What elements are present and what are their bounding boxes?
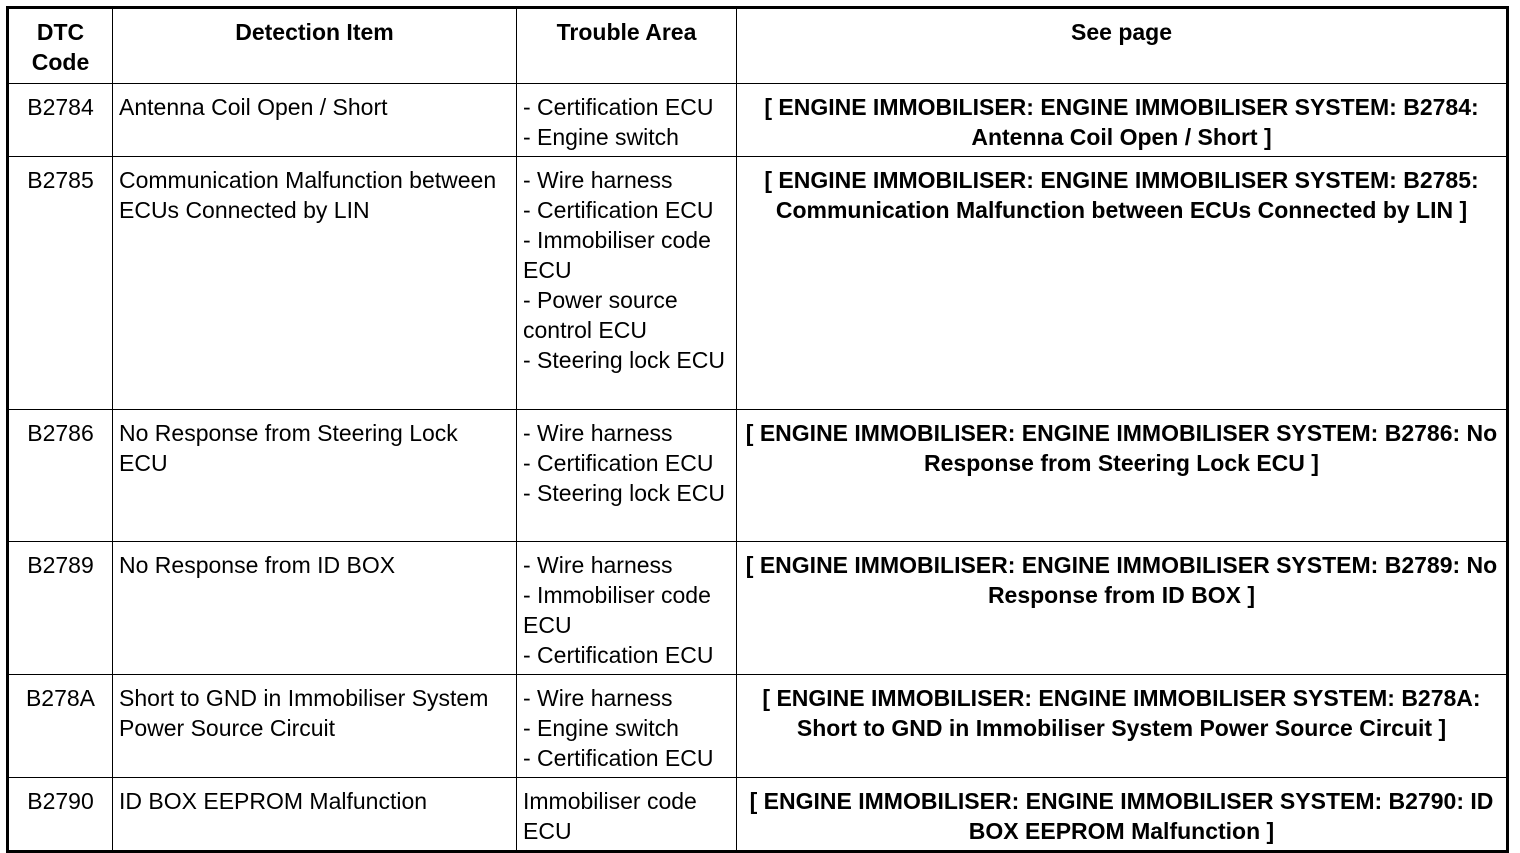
table-row: [8, 675, 1508, 778]
table-row: [8, 542, 1508, 675]
trouble-area-entry: - Certification ECU: [523, 94, 714, 120]
trouble-area-cell: [517, 542, 737, 675]
trouble-area-entry: - Wire harness: [523, 167, 673, 193]
see-page-link[interactable]: [ ENGINE IMMOBILISER: ENGINE IMMOBILISER SYSTEM: B2784: Antenna Coil Open / Short ]: [737, 84, 1508, 157]
trouble-area-entry: - Steering lock ECU: [523, 480, 725, 506]
dtc-code-cell: B2790: [8, 778, 113, 852]
trouble-area-entry: Immobiliser code ECU: [523, 788, 697, 844]
header-trouble-area: Trouble Area: [517, 8, 737, 84]
trouble-area-entry: - Engine switch: [523, 124, 679, 150]
trouble-area-entry: - Immobiliser code ECU: [523, 227, 711, 283]
trouble-area-entry: - Wire harness: [523, 420, 673, 446]
dtc-code-cell: B2784: [8, 84, 113, 157]
header-row: [8, 8, 1508, 84]
trouble-area-entry: - Steering lock ECU: [523, 347, 725, 373]
detection-item-cell: Communication Malfunction between ECUs Connected by LIN: [113, 157, 517, 410]
detection-item-cell: Antenna Coil Open / Short: [113, 84, 517, 157]
see-page-link[interactable]: [ ENGINE IMMOBILISER: ENGINE IMMOBILISER SYSTEM: B2789: No Response from ID BOX ]: [737, 542, 1508, 675]
see-page-link[interactable]: [ ENGINE IMMOBILISER: ENGINE IMMOBILISER SYSTEM: B278A: Short to GND in Immobiliser System Power Source Circuit ]: [737, 675, 1508, 778]
see-page-link[interactable]: [ ENGINE IMMOBILISER: ENGINE IMMOBILISER SYSTEM: B2790: ID BOX EEPROM Malfunction ]: [737, 778, 1508, 852]
trouble-area-cell: [517, 410, 737, 542]
detection-item-cell: Short to GND in Immobiliser System Power Source Circuit: [113, 675, 517, 778]
header-detection-item: Detection Item: [113, 8, 517, 84]
table-row: [8, 84, 1508, 157]
trouble-area-entry: - Certification ECU: [523, 745, 714, 771]
header-dtc-code: DTC Code: [8, 8, 113, 84]
dtc-code-cell: B2785: [8, 157, 113, 410]
trouble-area-entry: - Immobiliser code ECU: [523, 582, 711, 638]
trouble-area-entry: - Power source control ECU: [523, 287, 678, 343]
dtc-table: [6, 6, 1509, 853]
trouble-area-entry: - Wire harness: [523, 552, 673, 578]
dtc-code-cell: B2786: [8, 410, 113, 542]
table-row: [8, 157, 1508, 410]
dtc-code-cell: B2789: [8, 542, 113, 675]
header-see-page: See page: [737, 8, 1508, 84]
trouble-area-cell: [517, 778, 737, 852]
trouble-area-entry: - Certification ECU: [523, 197, 714, 223]
trouble-area-entry: - Certification ECU: [523, 450, 714, 476]
trouble-area-entry: - Engine switch: [523, 715, 679, 741]
detection-item-cell: No Response from ID BOX: [113, 542, 517, 675]
see-page-link[interactable]: [ ENGINE IMMOBILISER: ENGINE IMMOBILISER SYSTEM: B2785: Communication Malfunction between ECUs Connected by LIN ]: [737, 157, 1508, 410]
table-row: [8, 410, 1508, 542]
dtc-code-cell: B278A: [8, 675, 113, 778]
trouble-area-cell: [517, 675, 737, 778]
see-page-link[interactable]: [ ENGINE IMMOBILISER: ENGINE IMMOBILISER SYSTEM: B2786: No Response from Steering Lock ECU ]: [737, 410, 1508, 542]
detection-item-cell: No Response from Steering Lock ECU: [113, 410, 517, 542]
trouble-area-cell: [517, 84, 737, 157]
detection-item-cell: ID BOX EEPROM Malfunction: [113, 778, 517, 852]
table-row: [8, 778, 1508, 852]
trouble-area-cell: [517, 157, 737, 410]
trouble-area-entry: - Certification ECU: [523, 642, 714, 668]
trouble-area-entry: - Wire harness: [523, 685, 673, 711]
